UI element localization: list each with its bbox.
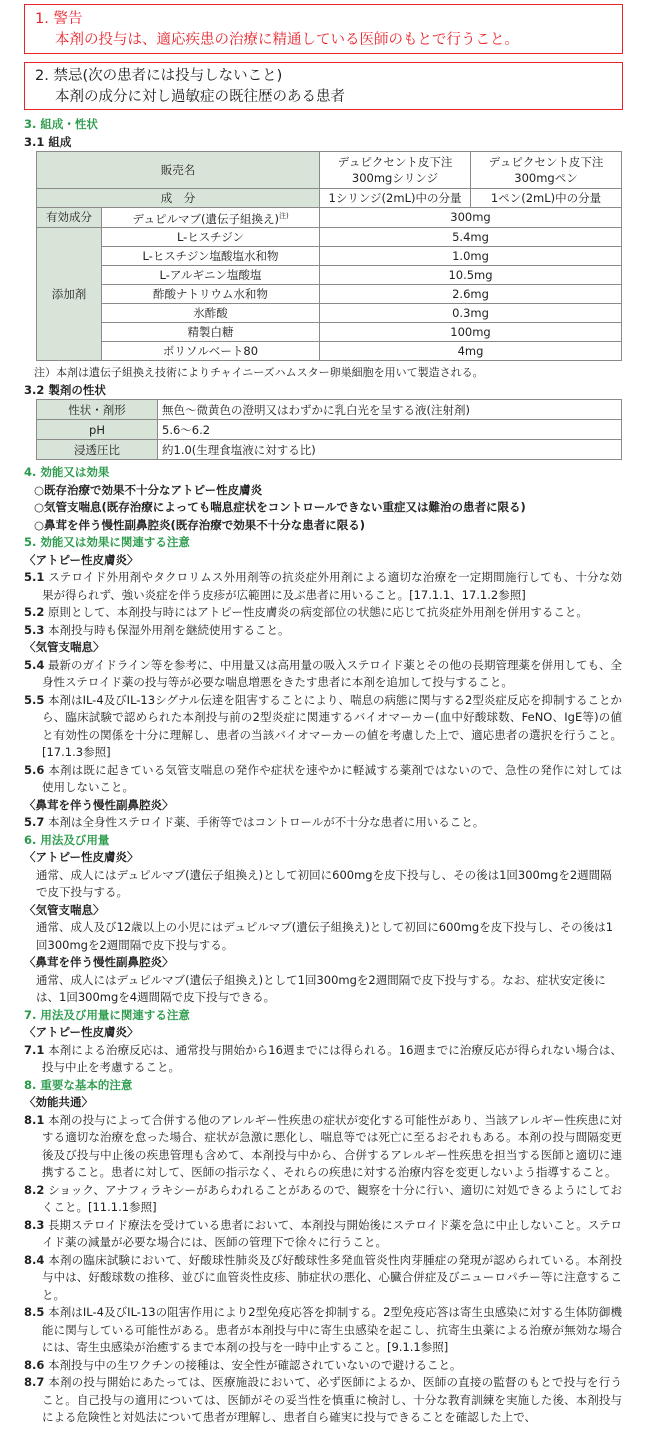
- dosage-text: 通常、成人及び12歳以上の小児にはデュピルマブ(遺伝子組換え)として初回に600mgを皮下投与し、その後は1回300mgを2週間隔で皮下投与する。: [36, 920, 614, 952]
- property-label: 性状・剤形: [37, 400, 158, 420]
- table-row: [37, 304, 622, 323]
- active-ingredient-note: 注): [278, 212, 289, 220]
- additive-value: 10.5mg: [320, 266, 622, 285]
- table-row: [37, 323, 622, 342]
- property-value: 5.6～6.2: [158, 420, 622, 440]
- item-number: 5.2: [24, 605, 45, 620]
- item-number: 8.5: [24, 1305, 45, 1320]
- numbered-item: [24, 1182, 622, 1217]
- table-header-pen: デュピクセント皮下注 300mgペン: [471, 152, 622, 189]
- item-text: ショック、アナフィラキシーがあらわれることがあるので、観察を十分に行い、適切に対処できるようにしておくこと。[11.1.1参照]: [42, 1182, 623, 1215]
- numbered-item: [24, 657, 622, 692]
- table-row: [37, 400, 622, 420]
- numbered-item: [24, 604, 622, 622]
- item-number: 8.6: [24, 1357, 45, 1372]
- warning-heading: 1. 警告: [35, 11, 83, 27]
- dosage-text: 通常、成人にはデュピルマブ(遺伝子組換え)として初回に600mgを皮下投与し、その後は1回300mgを2週間隔で皮下投与する。: [36, 867, 612, 900]
- item-text: 本剤投与時も保湿外用剤を継続使用すること。: [48, 622, 290, 637]
- table-header-sales-name: 販売名: [37, 152, 320, 189]
- additive-value: 100mg: [320, 323, 622, 342]
- active-ingredient-value: 300mg: [320, 208, 622, 228]
- table-row: [37, 228, 622, 247]
- item-text: 最新のガイドライン等を参考に、中用量又は高用量の吸入ステロイド薬とその他の長期管理薬を併用しても、全身性ステロイド薬の投与等が必要な喘息増悪をきたす患者に本剤を追加して投与すること。: [42, 657, 623, 690]
- dosage-text: 通常、成人にはデュピルマブ(遺伝子組換え)として1回300mgを2週間隔で皮下投与する。なお、症状安定後には、1回300mgを4週間隔で皮下投与できる。: [36, 972, 606, 1005]
- item-text: 本剤による治療反応は、通常投与開始から16週までには得られる。16週までに治療反応が得られない場合は、投与中止を考慮すること。: [42, 1042, 623, 1075]
- active-ingredient-cell: [102, 208, 320, 228]
- numbered-item: [24, 762, 622, 797]
- table-header-syringe: デュピクセント皮下注 300mgシリンジ: [320, 152, 471, 189]
- numbered-item: [24, 1042, 622, 1077]
- numbered-item: [24, 1217, 622, 1252]
- property-label: 浸透圧比: [37, 440, 158, 460]
- item-number: 5.1: [24, 570, 45, 585]
- additive-value: 5.4mg: [320, 228, 622, 247]
- table-row: [37, 247, 622, 266]
- table-row: [37, 266, 622, 285]
- additive-name: ポリソルベート80: [102, 342, 320, 361]
- contraindication-text: 本剤の成分に対し過敏症の既往歴のある患者: [55, 89, 345, 105]
- list-item: ○既存治療で効果不十分なアトピー性皮膚炎: [34, 482, 263, 497]
- numbered-item: [24, 1357, 622, 1375]
- numbered-item: [24, 1304, 622, 1357]
- category-heading: 〈アトピー性皮膚炎〉: [24, 1025, 139, 1040]
- contraindication-box: [24, 62, 623, 110]
- property-value: 約1.0(生理食塩液に対する比): [158, 440, 622, 460]
- additive-name: 酢酸ナトリウム水和物: [102, 285, 320, 304]
- property-value: 無色～微黄色の澄明又はわずかに乳白光を呈する液(注射剤): [158, 400, 622, 420]
- table-row: [37, 285, 622, 304]
- item-number: 5.5: [24, 692, 45, 707]
- table-row: [37, 342, 622, 361]
- item-number: 8.3: [24, 1217, 45, 1232]
- subsection-heading-composition: 3.1 組成: [24, 134, 72, 149]
- numbered-item: [24, 1112, 622, 1182]
- composition-table: [36, 151, 622, 361]
- category-heading: 〈鼻茸を伴う慢性副鼻腔炎〉: [24, 797, 174, 812]
- section-heading-dosage: 6. 用法及び用量: [24, 832, 110, 847]
- additive-name: L-アルギニン塩酸塩: [102, 266, 320, 285]
- additive-name: L-ヒスチジン: [102, 228, 320, 247]
- category-heading: 〈アトピー性皮膚炎〉: [24, 850, 139, 865]
- item-number: 5.6: [24, 762, 45, 777]
- additive-label: 添加剤: [37, 228, 102, 361]
- table-row: [37, 208, 622, 228]
- additive-value: 1.0mg: [320, 247, 622, 266]
- item-text: ステロイド外用剤やタクロリムス外用剤等の抗炎症外用剤による適切な治療を一定期間施行しても、十分な効果が得られず、強い炎症を伴う皮疹が広範囲に及ぶ患者に用いること。[17.1.1、17.1.2参照]: [42, 570, 623, 602]
- item-number: 8.7: [24, 1375, 45, 1390]
- table-header-ingredient: 成 分: [37, 189, 320, 208]
- additive-name: L-ヒスチジン塩酸塩水和物: [102, 247, 320, 266]
- additive-name: 氷酢酸: [102, 304, 320, 323]
- additive-value: 2.6mg: [320, 285, 622, 304]
- numbered-item: [24, 569, 622, 604]
- contraindication-heading: 2. 禁忌(次の患者には投与しないこと): [35, 68, 283, 84]
- table-row: [37, 440, 622, 460]
- item-text: 本剤は既に起きている気管支喘息の発作や症状を速やかに軽減する薬剤ではないので、急性の発作に対しては使用しないこと。: [42, 762, 622, 795]
- item-text: 本剤は全身性ステロイド薬、手術等ではコントロールが不十分な患者に用いること。: [48, 815, 485, 830]
- warning-text: 本剤の投与は、適応疾患の治療に精通している医師のもとで行うこと。: [55, 32, 519, 48]
- item-text: 本剤はIL-4及びIL-13シグナル伝達を阻害することにより、喘息の病態に関与する2型炎症反応を抑制することから、臨床試験で認められた本剤投与前の2型炎症に関連するバイオマーカー(血中好酸球数、FeNO、IgE等)の値と有効性の関係を十分に理解し、患者の当該バイオマーカーの値を考慮した上で、適応患者の選択を行うこと。[17.1.3参照]: [42, 692, 623, 760]
- active-ingredient-name: デュピルマブ(遺伝子組換え): [132, 211, 279, 226]
- section-heading-dosage-notes: 7. 用法及び用量に関連する注意: [24, 1007, 190, 1022]
- property-label: pH: [37, 420, 158, 440]
- additive-value: 0.3mg: [320, 304, 622, 323]
- additive-name: 精製白糖: [102, 323, 320, 342]
- category-heading: 〈アトピー性皮膚炎〉: [24, 552, 139, 567]
- warning-box: [24, 4, 623, 54]
- section-heading-indications: 4. 効能又は効果: [24, 465, 110, 480]
- section-heading-precautions: 8. 重要な基本的注意: [24, 1077, 133, 1092]
- item-number: 5.4: [24, 657, 45, 672]
- numbered-item: [24, 1252, 622, 1305]
- item-number: 5.3: [24, 622, 45, 637]
- category-heading: 〈気管支喘息〉: [24, 640, 105, 655]
- table-header-pen-amount: 1ペン(2mL)中の分量: [471, 189, 622, 208]
- active-ingredient-label: 有効成分: [37, 208, 102, 228]
- section-heading-composition: 3. 組成・性状: [24, 117, 98, 131]
- item-number: 8.1: [24, 1112, 45, 1127]
- numbered-item: [24, 814, 622, 832]
- subsection-heading-properties: 3.2 製剤の性状: [24, 382, 106, 397]
- list-item: ○気管支喘息(既存治療によっても喘息症状をコントロールできない重症又は難治の患者に限る): [34, 500, 526, 515]
- list-item: ○鼻茸を伴う慢性副鼻腔炎(既存治療で効果不十分な患者に限る): [34, 517, 366, 532]
- document-body: [0, 116, 650, 1427]
- numbered-item: [24, 692, 622, 762]
- section-heading-indication-notes: 5. 効能又は効果に関連する注意: [24, 535, 190, 550]
- item-number: 8.4: [24, 1252, 45, 1267]
- table-row: [37, 420, 622, 440]
- additive-value: 4mg: [320, 342, 622, 361]
- category-heading: 〈気管支喘息〉: [24, 902, 105, 917]
- item-text: 長期ステロイド療法を受けている患者において、本剤投与開始後にステロイド薬を急に中止しないこと。ステロイド薬の減量が必要な場合には、医師の管理下で徐々に行うこと。: [42, 1217, 622, 1250]
- item-text: 本剤の投与によって合併する他のアレルギー性疾患の症状が変化する可能性があり、当該アレルギー性疾患に対する適切な治療を怠った場合、症状が急激に悪化し、喘息等では死亡に至るおそれもある。本剤の投与間隔変更後及び投与中止後の疾患管理も含めて、本剤投与中から、合併するアレルギー性疾患を担当する医師と適切に連携すること。患者に対して、医師の指示なく、それらの疾患に対する治療内容を変更しないよう指導すること。: [42, 1112, 623, 1180]
- table-header-syringe-amount: 1シリンジ(2mL)中の分量: [320, 189, 471, 208]
- numbered-item: [24, 622, 622, 640]
- item-text: 本剤投与中の生ワクチンの接種は、安全性が確認されていないので避けること。: [48, 1357, 462, 1372]
- properties-table: [36, 399, 622, 460]
- item-text: 原則として、本剤投与時にはアトピー性皮膚炎の病変部位の状態に応じて抗炎症外用剤を併用すること。: [48, 605, 588, 620]
- category-heading: 〈鼻茸を伴う慢性副鼻腔炎〉: [24, 955, 174, 970]
- item-text: 本剤の臨床試験において、好酸球性肺炎及び好酸球性多発血管炎性肉芽腫症の発現が認められている。本剤投与中は、好酸球数の推移、並びに血管炎性皮疹、肺症状の悪化、心臓合併症及びニューロパチー等に注意すること。: [42, 1252, 622, 1302]
- composition-footnote: 注）本剤は遺伝子組換え技術によりチャイニーズハムスター卵巣細胞を用いて製造される。: [34, 366, 484, 380]
- numbered-item: [24, 1374, 622, 1427]
- category-heading: 〈効能共通〉: [24, 1095, 93, 1110]
- item-text: 本剤の投与開始にあたっては、医療施設において、必ず医師によるか、医師の直接の監督のもとで投与を行うこと。自己投与の適用については、医師がその妥当性を慎重に検討し、十分な教育訓練を実施した後、本剤投与による危険性と対処法について患者が理解し、患者自ら確実に投与できることを確認した上で、: [42, 1375, 622, 1425]
- item-number: 5.7: [24, 815, 45, 830]
- item-text: 本剤はIL-4及びIL-13の阻害作用により2型免疫応答を抑制する。2型免疫応答は寄生虫感染に対する生体防御機能に関与している可能性がある。患者が本剤投与中に寄生虫感染を起こし、抗寄生虫薬による治療が無効な場合には、寄生虫感染が治癒するまで本剤の投与を一時中止すること。[9.1.1参照]: [42, 1305, 623, 1355]
- item-number: 8.2: [24, 1182, 45, 1197]
- item-number: 7.1: [24, 1042, 45, 1057]
